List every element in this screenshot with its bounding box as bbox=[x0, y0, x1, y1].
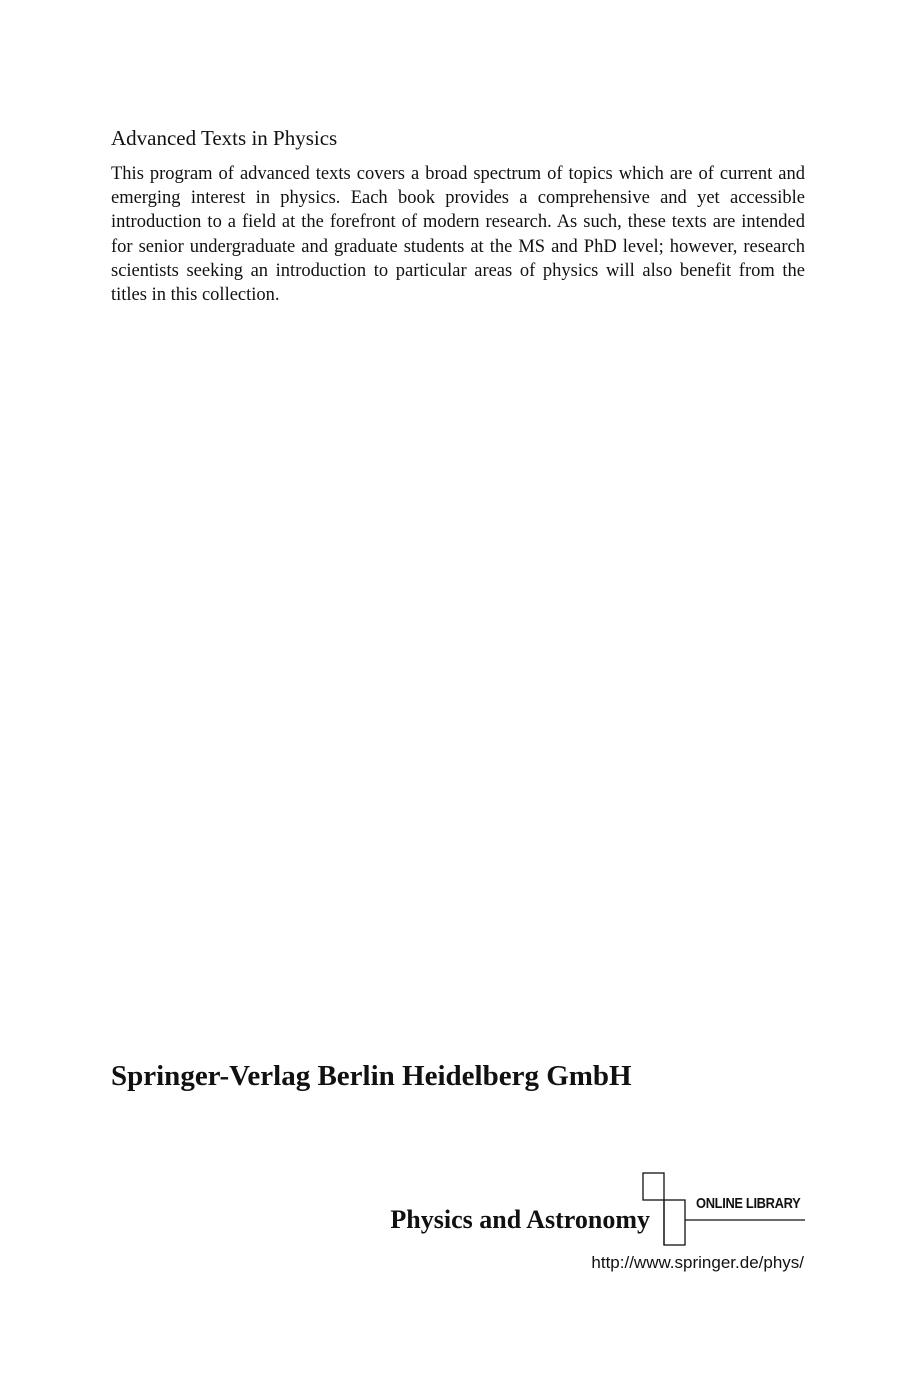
series-title: Advanced Texts in Physics bbox=[111, 126, 338, 150]
series-description: This program of advanced texts covers a broad spectrum of topics which are of current and emerging interest in physics. Each book provides a comprehensive and yet accessible introduction to a field at the forefront of modern research. As such, these texts are intended for senior undergraduate and graduate students at the MS and PhD level; however, research scientists seeking an introduction to particular areas of physics will also benefit from the titles in this collection. bbox=[111, 164, 805, 306]
website-url[interactable]: http://www.springer.de/phys/ bbox=[591, 1253, 804, 1272]
publisher-name: Springer-Verlag Berlin Heidelberg GmbH bbox=[111, 1060, 632, 1092]
collection-title: Physics and Astronomy bbox=[390, 1205, 650, 1234]
online-library-label: ONLINE LIBRARY bbox=[696, 1195, 801, 1212]
